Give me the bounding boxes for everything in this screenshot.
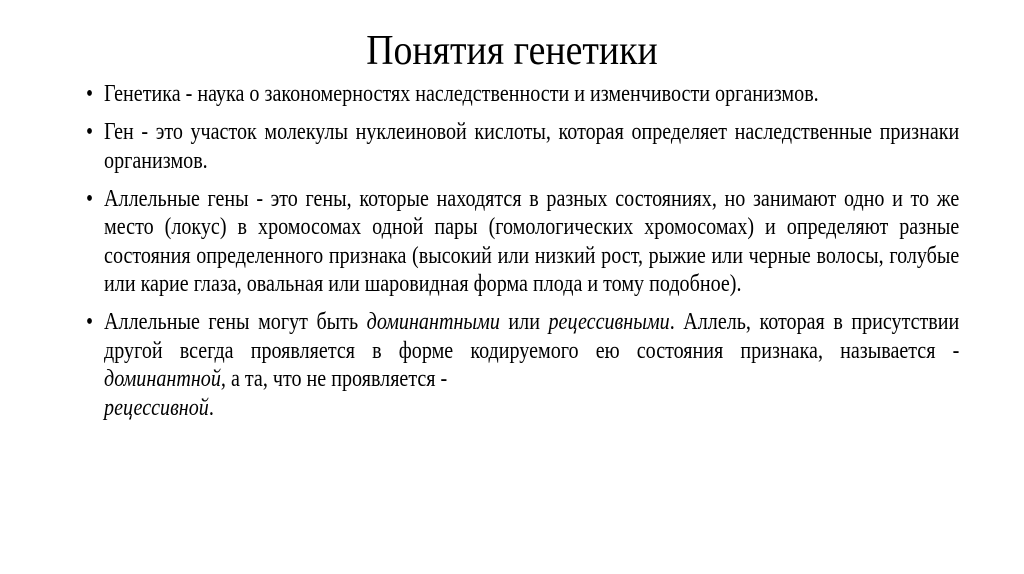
list-item: • Ген - это участок молекулы нуклеиновой кислоты, которая определяет наследственные признаки организмов.: [86, 118, 960, 174]
term-recessive: рецессивными: [548, 308, 670, 335]
term-recessive-2: рецессивной: [104, 393, 209, 421]
slide-title: Понятия генетики: [366, 28, 658, 74]
bullet-icon: •: [86, 184, 94, 212]
list-item: • Аллельные гены могут быть доминантными или рецессивными. Аллель, которая в присутствии другой всегда проявляется в форме кодируемого ею состояния признака, называется - доминантной, а та, что не проявляется - рецессивной.: [86, 308, 960, 421]
bullet-icon: •: [86, 308, 94, 335]
bullet-list: [86, 80, 959, 432]
list-item: • Генетика - наука о закономерностях наследственности и изменчивости организмов.: [86, 80, 819, 107]
bullet-icon: •: [86, 118, 94, 145]
list-item: • Аллельные гены - это гены, которые находятся в разных состояниях, но занимают одно и то же место (локус) в хромосомах одной пары (гомологических хромосомах) и определяют разные состояния определенного признака (высокий или низкий рост, рыжие или черные волосы, голубые или карие глаза, овальная или шаровидная форма плода и тому подобное).: [86, 184, 960, 297]
term-dominant: доминантными: [366, 308, 500, 335]
term-dominant-2: доминантной,: [104, 365, 226, 392]
bullet-icon: •: [86, 80, 94, 107]
